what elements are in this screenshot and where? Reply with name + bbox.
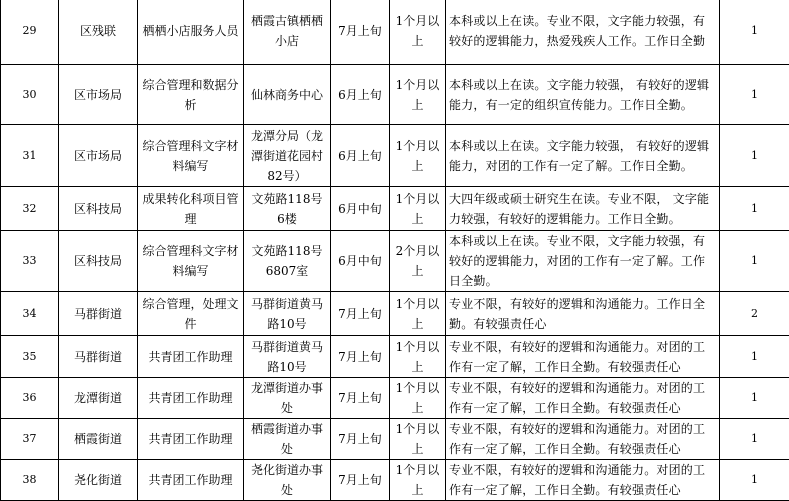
start-time-cell: 7月上旬 xyxy=(331,0,390,65)
headcount-cell: 1 xyxy=(720,65,789,125)
position-cell: 综合管理科文字材料编写 xyxy=(138,125,244,187)
department-cell: 区科技局 xyxy=(59,231,138,292)
headcount-cell: 1 xyxy=(720,419,789,460)
location-cell: 龙潭分局（龙潭街道花园村82号） xyxy=(244,125,331,187)
requirement-cell: 大四年级或硕士研究生在读。专业不限， 文字能力较强，有较好的逻辑能力。工作日全勤。 xyxy=(446,187,720,231)
duration-cell: 2个月以上 xyxy=(390,231,446,292)
start-time-cell: 7月上旬 xyxy=(331,292,390,336)
headcount-cell: 2 xyxy=(720,292,789,336)
department-cell: 尧化街道 xyxy=(59,460,138,501)
department-cell: 马群街道 xyxy=(59,336,138,378)
position-cell: 栖栖小店服务人员 xyxy=(138,0,244,65)
location-cell: 栖霞古镇栖栖小店 xyxy=(244,0,331,65)
duration-cell: 1个月以上 xyxy=(390,460,446,501)
location-cell: 文苑路118号6楼 xyxy=(244,187,331,231)
department-cell: 栖霞街道 xyxy=(59,419,138,460)
row-number: 34 xyxy=(1,292,59,336)
start-time-cell: 6月上旬 xyxy=(331,65,390,125)
start-time-cell: 6月中旬 xyxy=(331,187,390,231)
table-row xyxy=(1,378,789,419)
requirement-cell: 专业不限，有较好的逻辑和沟通能力。对团的工作有一定了解，工作日全勤。有较强责任心 xyxy=(446,378,720,419)
headcount-cell: 1 xyxy=(720,336,789,378)
table-row xyxy=(1,292,789,336)
table-row xyxy=(1,65,789,125)
table-row xyxy=(1,231,789,292)
location-cell: 仙林商务中心 xyxy=(244,65,331,125)
start-time-cell: 6月中旬 xyxy=(331,231,390,292)
headcount-cell: 1 xyxy=(720,460,789,501)
duration-cell: 1个月以上 xyxy=(390,125,446,187)
location-cell: 文苑路118号6807室 xyxy=(244,231,331,292)
duration-cell: 1个月以上 xyxy=(390,292,446,336)
row-number: 29 xyxy=(1,0,59,65)
requirement-cell: 本科或以上在读。专业不限，文字能力较强，有较好的逻辑能力，热爱残疾人工作。工作日全勤 xyxy=(446,0,720,65)
headcount-cell: 1 xyxy=(720,231,789,292)
location-cell: 马群街道黄马路10号 xyxy=(244,292,331,336)
table-row xyxy=(1,460,789,501)
position-cell: 共青团工作助理 xyxy=(138,378,244,419)
requirement-cell: 专业不限，有较好的逻辑和沟通能力。对团的工作有一定了解，工作日全勤。有较强责任心 xyxy=(446,336,720,378)
position-cell: 综合管理，处理文件 xyxy=(138,292,244,336)
headcount-cell: 1 xyxy=(720,125,789,187)
duration-cell: 1个月以上 xyxy=(390,65,446,125)
table-row xyxy=(1,125,789,187)
row-number: 31 xyxy=(1,125,59,187)
headcount-cell: 1 xyxy=(720,0,789,65)
department-cell: 区科技局 xyxy=(59,187,138,231)
row-number: 32 xyxy=(1,187,59,231)
department-cell: 马群街道 xyxy=(59,292,138,336)
headcount-cell: 1 xyxy=(720,187,789,231)
position-cell: 共青团工作助理 xyxy=(138,460,244,501)
duration-cell: 1个月以上 xyxy=(390,187,446,231)
start-time-cell: 7月上旬 xyxy=(331,378,390,419)
location-cell: 马群街道黄马路10号 xyxy=(244,336,331,378)
location-cell: 栖霞街道办事处 xyxy=(244,419,331,460)
row-number: 36 xyxy=(1,378,59,419)
requirement-cell: 本科或以上在读。专业不限，文字能力较强，有较好的逻辑能力，对团的工作有一定了解。工作日全勤。 xyxy=(446,231,720,292)
duration-cell: 1个月以上 xyxy=(390,336,446,378)
location-cell: 龙潭街道办事处 xyxy=(244,378,331,419)
headcount-cell: 1 xyxy=(720,378,789,419)
table-row xyxy=(1,187,789,231)
row-number: 37 xyxy=(1,419,59,460)
start-time-cell: 7月上旬 xyxy=(331,419,390,460)
position-cell: 成果转化科项目管理 xyxy=(138,187,244,231)
department-cell: 区市场局 xyxy=(59,65,138,125)
position-cell: 综合管理和数据分析 xyxy=(138,65,244,125)
requirement-cell: 专业不限，有较好的逻辑和沟通能力。对团的工作有一定了解，工作日全勤。有较强责任心 xyxy=(446,419,720,460)
position-cell: 共青团工作助理 xyxy=(138,336,244,378)
requirement-cell: 专业不限，有较好的逻辑和沟通能力。工作日全勤。有较强责任心 xyxy=(446,292,720,336)
row-number: 38 xyxy=(1,460,59,501)
start-time-cell: 6月上旬 xyxy=(331,125,390,187)
row-number: 35 xyxy=(1,336,59,378)
requirement-cell: 专业不限，有较好的逻辑和沟通能力。对团的工作有一定了解，工作日全勤。有较强责任心 xyxy=(446,460,720,501)
department-cell: 区残联 xyxy=(59,0,138,65)
duration-cell: 1个月以上 xyxy=(390,419,446,460)
row-number: 33 xyxy=(1,231,59,292)
department-cell: 区市场局 xyxy=(59,125,138,187)
requirement-cell: 本科或以上在读。文字能力较强， 有较好的逻辑能力，对团的工作有一定了解。工作日全勤。 xyxy=(446,125,720,187)
table-row xyxy=(1,419,789,460)
start-time-cell: 7月上旬 xyxy=(331,336,390,378)
row-number: 30 xyxy=(1,65,59,125)
location-cell: 尧化街道办事处 xyxy=(244,460,331,501)
requirement-cell: 本科或以上在读。文字能力较强， 有较好的逻辑能力，有一定的组织宣传能力。工作日全勤。 xyxy=(446,65,720,125)
position-cell: 综合管理科文字材料编写 xyxy=(138,231,244,292)
duration-cell: 1个月以上 xyxy=(390,0,446,65)
duration-cell: 1个月以上 xyxy=(390,378,446,419)
position-cell: 共青团工作助理 xyxy=(138,419,244,460)
table-row xyxy=(1,336,789,378)
table-row xyxy=(1,0,789,65)
department-cell: 龙潭街道 xyxy=(59,378,138,419)
start-time-cell: 7月上旬 xyxy=(331,460,390,501)
